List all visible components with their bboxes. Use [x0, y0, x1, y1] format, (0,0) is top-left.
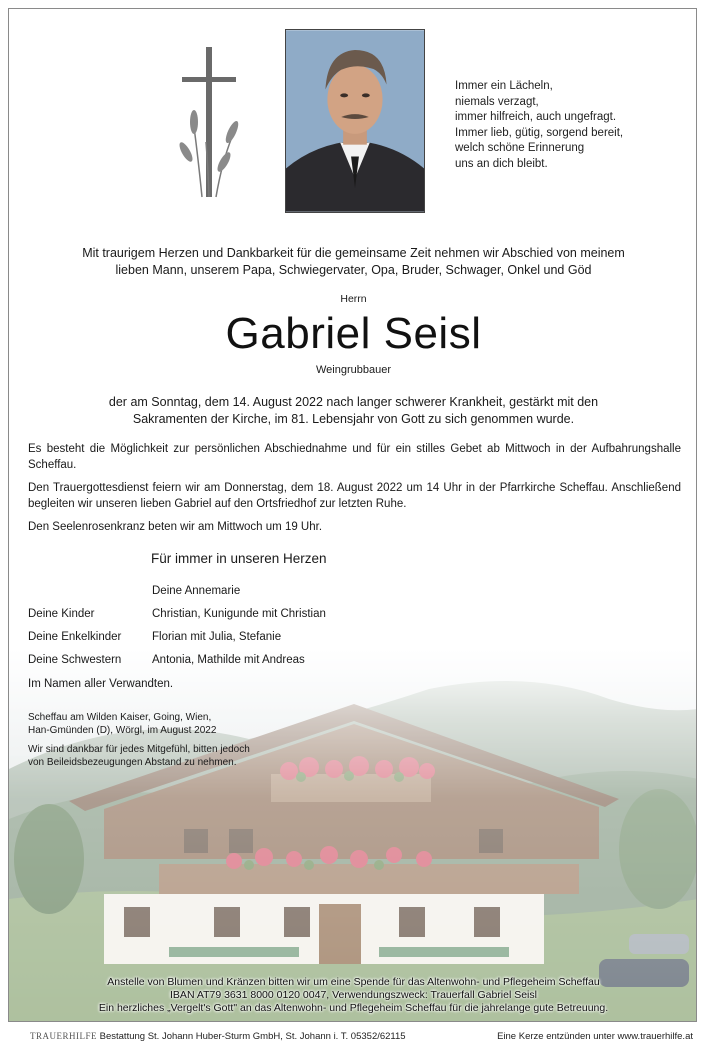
- forever-heading: Für immer in unseren Herzen: [151, 551, 327, 566]
- thanks-line: von Beileidsbezeugungen Abstand zu nehmen.: [28, 757, 237, 768]
- poem-line: uns an dich bleibt.: [455, 157, 548, 170]
- intro-line: Mit traurigem Herzen und Dankbarkeit für die gemeinsame Zeit nehmen wir Abschied von meinem: [82, 246, 625, 260]
- death-line: der am Sonntag, dem 14. August 2022 nach langer schwerer Krankheit, gestärkt mit den: [108, 395, 599, 409]
- portrait-photo: [285, 29, 425, 213]
- funeral-service-paragraph: Den Trauergottesdienst feiern wir am Donnerstag, dem 18. August 2022 um 14 Uhr in der Pfarrkirche Scheffau. Anschließend begleiten wir unseren lieben Gabriel auf den Ortsfriedhof zur letzten Ruhe.: [28, 482, 681, 510]
- footer-company: [30, 1031, 406, 1042]
- parte-frame: [8, 8, 697, 1022]
- poem-line: immer hilfreich, auch ungefragt.: [455, 111, 617, 123]
- poem-line: welch schöne Erinnerung: [455, 142, 585, 154]
- thanks-line: Wir sind dankbar für jedes Mitgefühl, bitten jedoch: [28, 744, 250, 755]
- family-label: Deine Enkelkinder: [28, 631, 122, 643]
- salutation: Herrn: [340, 293, 367, 305]
- company-info: Bestattung St. Johann Huber-Sturm GmbH, St. Johann i. T. 05352/62115: [99, 1031, 406, 1042]
- family-value: Christian, Kunigunde mit Christian: [152, 608, 326, 620]
- cross-with-wheat-icon: [164, 47, 254, 217]
- family-value: Antonia, Mathilde mit Andreas: [152, 654, 305, 666]
- death-line: Sakramenten der Kirche, im 81. Lebensjahr von Gott zu sich genommen wurde.: [132, 412, 575, 426]
- place-date: [28, 711, 216, 737]
- place-line: Han-Gmünden (D), Wörgl, im August 2022: [28, 725, 217, 736]
- farmhouse-background-image: [9, 649, 697, 1022]
- thanks-note: [28, 743, 250, 769]
- donation-line: Ein herzliches „Vergelt's Gott" an das Altenwohn- und Pflegeheim Scheffau für die jahrelange gute Betreuung.: [98, 1002, 609, 1014]
- trauerhilfe-logo: TRAUERHILFE: [30, 1031, 97, 1041]
- death-notice: [49, 394, 658, 428]
- family-label: Deine Schwestern: [28, 654, 122, 666]
- family-wife: Deine Annemarie: [152, 585, 241, 597]
- occupation: Weingrubbauer: [315, 364, 391, 376]
- donation-line: Anstelle von Blumen und Kränzen bitten wir um eine Spende für das Altenwohn- und Pflegeheim Scheffau: [107, 976, 600, 988]
- farewell-paragraph: Es besteht die Möglichkeit zur persönlichen Abschiednahme und für ein stilles Gebet ab Mittwoch in der Aufbahrungshalle Scheffau.: [28, 443, 681, 471]
- poem-line: niemals verzagt,: [455, 95, 539, 108]
- donation-note: [9, 976, 697, 1015]
- poem-line: Immer ein Lächeln,: [455, 80, 553, 92]
- footer: [0, 1024, 707, 1053]
- poem-line: Immer lieb, gütig, sorgend bereit,: [455, 126, 624, 139]
- donation-line: IBAN AT79 3631 8000 0120 0047, Verwendungszweck: Trauerfall Gabriel Seisl: [170, 989, 537, 1001]
- intro-line: lieben Mann, unserem Papa, Schwiegervater, Opa, Bruder, Schwager, Onkel und Göd: [115, 263, 592, 277]
- intro-text: [29, 245, 678, 279]
- family-value: Florian mit Julia, Stefanie: [152, 631, 282, 643]
- relatives-line: Im Namen aller Verwandten.: [28, 678, 174, 690]
- place-line: Scheffau am Wilden Kaiser, Going, Wien,: [28, 712, 212, 723]
- family-label: Deine Kinder: [28, 608, 95, 620]
- candle-link[interactable]: Eine Kerze entzünden unter www.trauerhilfe.at: [497, 1031, 693, 1042]
- deceased-name: Gabriel Seisl: [225, 309, 482, 358]
- rosary-paragraph: Den Seelenrosenkranz beten wir am Mittwoch um 19 Uhr.: [28, 521, 323, 533]
- poem: [455, 79, 623, 172]
